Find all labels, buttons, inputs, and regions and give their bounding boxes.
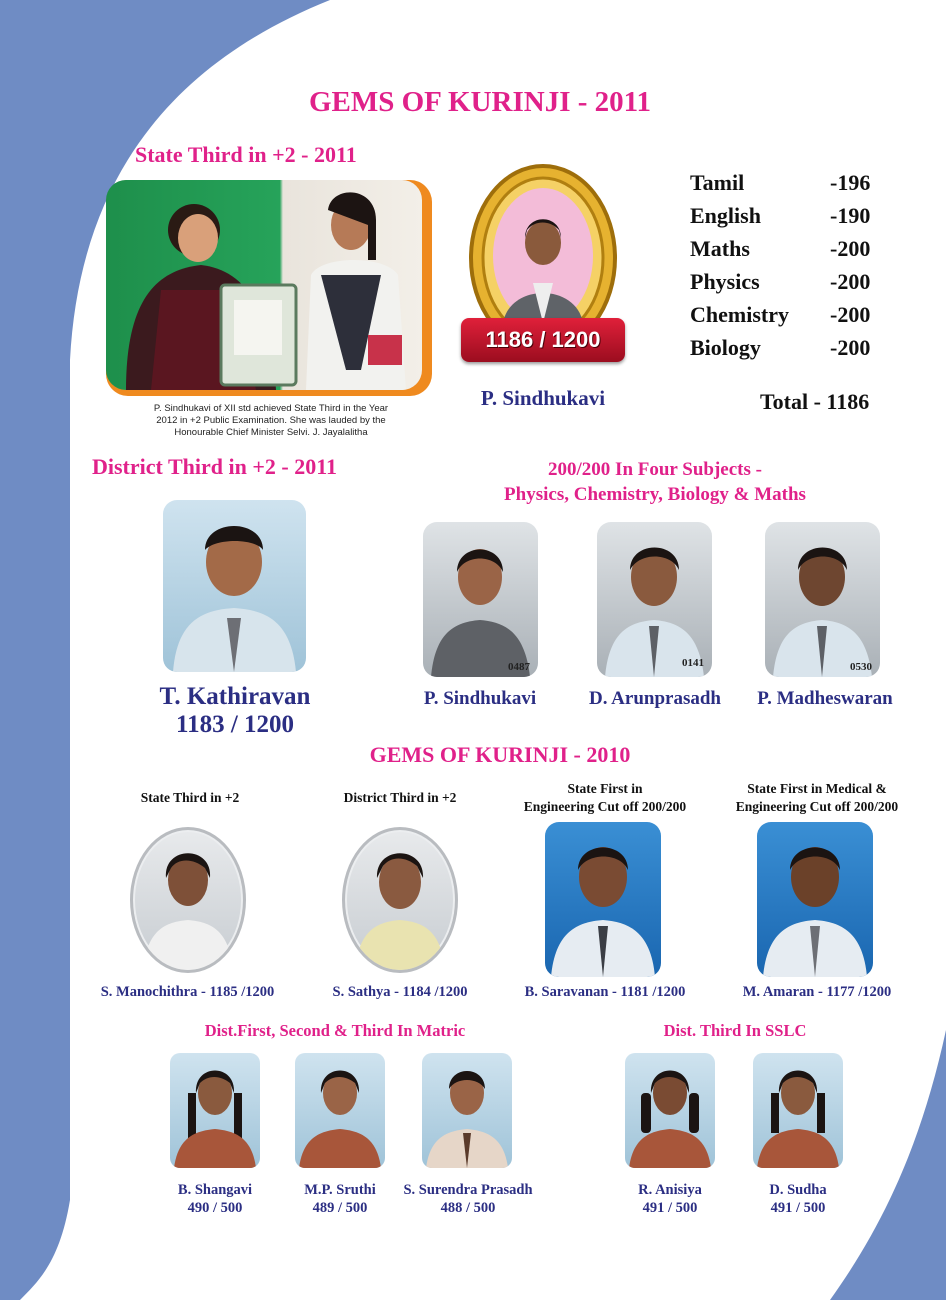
- marks-row: [690, 166, 890, 199]
- award-photo-illustration: [106, 180, 422, 390]
- state-third-heading: State Third in +2 - 2011: [135, 142, 357, 167]
- student-score: 491 / 500: [770, 1200, 826, 1216]
- subject: Biology: [690, 335, 761, 360]
- caption-line: 2012 in +2 Public Examination. She was lauded by the: [156, 415, 386, 426]
- label-line2: State Third in +2: [140, 790, 240, 805]
- score: -200: [830, 269, 871, 294]
- label-line2: Engineering Cut off 200/200: [735, 799, 899, 814]
- four-subjects-name: P. Sindhukavi: [423, 688, 537, 709]
- matric-student: [275, 1181, 405, 1217]
- gems-2010-name: B. Saravanan - 1181 /1200: [524, 984, 686, 1000]
- student-score: 491 / 500: [642, 1200, 698, 1216]
- student-photo-arunprasadh: [597, 522, 712, 677]
- gems-2010-label: [305, 789, 495, 807]
- four-subjects-heading: [440, 457, 870, 507]
- gold-frame-portrait: [455, 158, 635, 388]
- score: -200: [830, 335, 871, 360]
- label-line1: State First in: [567, 781, 643, 796]
- sslc-heading: Dist. Third In SSLC: [663, 1021, 807, 1040]
- score: -200: [830, 236, 871, 261]
- sslc-student: [733, 1181, 863, 1217]
- student-score: 489 / 500: [312, 1200, 368, 1216]
- four-subjects-name: D. Arunprasadh: [589, 688, 721, 709]
- sathya-photo: [342, 827, 458, 973]
- matric-student: [388, 1181, 548, 1217]
- district-third-score: 1183 / 1200: [175, 711, 295, 738]
- roll-number: 0487: [508, 661, 530, 673]
- subject: English: [690, 203, 761, 228]
- saravanan-photo: [545, 822, 661, 977]
- roll-number: 0141: [682, 657, 704, 669]
- amaran-photo: [757, 822, 873, 977]
- student-score: 488 / 500: [440, 1200, 496, 1216]
- sudha-photo: [753, 1053, 843, 1168]
- gems-2010-name: M. Amaran - 1177 /1200: [742, 984, 892, 1000]
- label-line2: District Third in +2: [343, 790, 457, 805]
- district-third-text: [120, 683, 350, 739]
- gems-2010-label: [712, 780, 922, 816]
- subject: Tamil: [690, 170, 745, 195]
- district-third-name: T. Kathiravan: [159, 683, 311, 710]
- subject: Physics: [690, 269, 760, 294]
- four-subjects-line2: Physics, Chemistry, Biology & Maths: [504, 484, 806, 505]
- marks-row: [690, 331, 890, 364]
- matric-student: [150, 1181, 280, 1217]
- student-name: D. Sudha: [769, 1182, 827, 1198]
- student-photo-sindhukavi: [423, 522, 538, 677]
- award-photo-frame: [106, 180, 432, 396]
- student-name: M.P. Sruthi: [304, 1182, 376, 1198]
- marks-total: Total - 1186: [760, 389, 870, 414]
- state-third-name: P. Sindhukavi: [480, 386, 606, 410]
- gems-2010-label: [95, 789, 285, 807]
- gems-2010-name: S. Sathya - 1184 /1200: [332, 984, 468, 1000]
- student-photo-madheswaran: [765, 522, 880, 677]
- sruthi-photo: [295, 1053, 385, 1168]
- manochithra-photo: [130, 827, 246, 973]
- shangavi-photo: [170, 1053, 260, 1168]
- page-title: GEMS OF KURINJI - 2011: [308, 86, 652, 118]
- surendra-photo: [422, 1053, 512, 1168]
- anisiya-photo: [625, 1053, 715, 1168]
- student-name: B. Shangavi: [177, 1182, 253, 1198]
- roll-number: 0530: [850, 661, 872, 673]
- marks-row: [690, 265, 890, 298]
- marks-row: [690, 232, 890, 265]
- award-caption: [116, 403, 426, 439]
- marks-row: [690, 298, 890, 331]
- banner-score: 1186 / 1200: [485, 327, 601, 352]
- gems-2010-heading: GEMS OF KURINJI - 2010: [369, 742, 631, 767]
- score-banner: [461, 318, 625, 362]
- student-name: S. Surendra Prasadh: [403, 1182, 533, 1198]
- four-subjects-line1: 200/200 In Four Subjects -: [548, 459, 762, 480]
- matric-heading: Dist.First, Second & Third In Matric: [204, 1021, 466, 1040]
- marks-row: [690, 199, 890, 232]
- subject: Maths: [690, 236, 750, 261]
- marks-table: [690, 166, 890, 364]
- four-subjects-name: P. Madheswaran: [757, 688, 893, 709]
- student-name: R. Anisiya: [638, 1182, 702, 1198]
- score: -200: [830, 302, 871, 327]
- caption-line: Honourable Chief Minister Selvi. J. Jayalalitha: [174, 427, 368, 438]
- kathiravan-photo: [163, 500, 306, 672]
- caption-line: P. Sindhukavi of XII std achieved State Third in the Year: [153, 403, 389, 414]
- score: -196: [830, 170, 871, 195]
- student-score: 490 / 500: [187, 1200, 243, 1216]
- label-line2: Engineering Cut off 200/200: [523, 799, 687, 814]
- subject: Chemistry: [690, 302, 789, 327]
- award-photo: [106, 180, 422, 390]
- gems-2010-label: [500, 780, 710, 816]
- district-third-heading: District Third in +2 - 2011: [92, 454, 337, 479]
- gems-2010-name: S. Manochithra - 1185 /1200: [100, 984, 275, 1000]
- score: -190: [830, 203, 871, 228]
- sslc-student: [605, 1181, 735, 1217]
- label-line1: State First in Medical &: [747, 781, 887, 796]
